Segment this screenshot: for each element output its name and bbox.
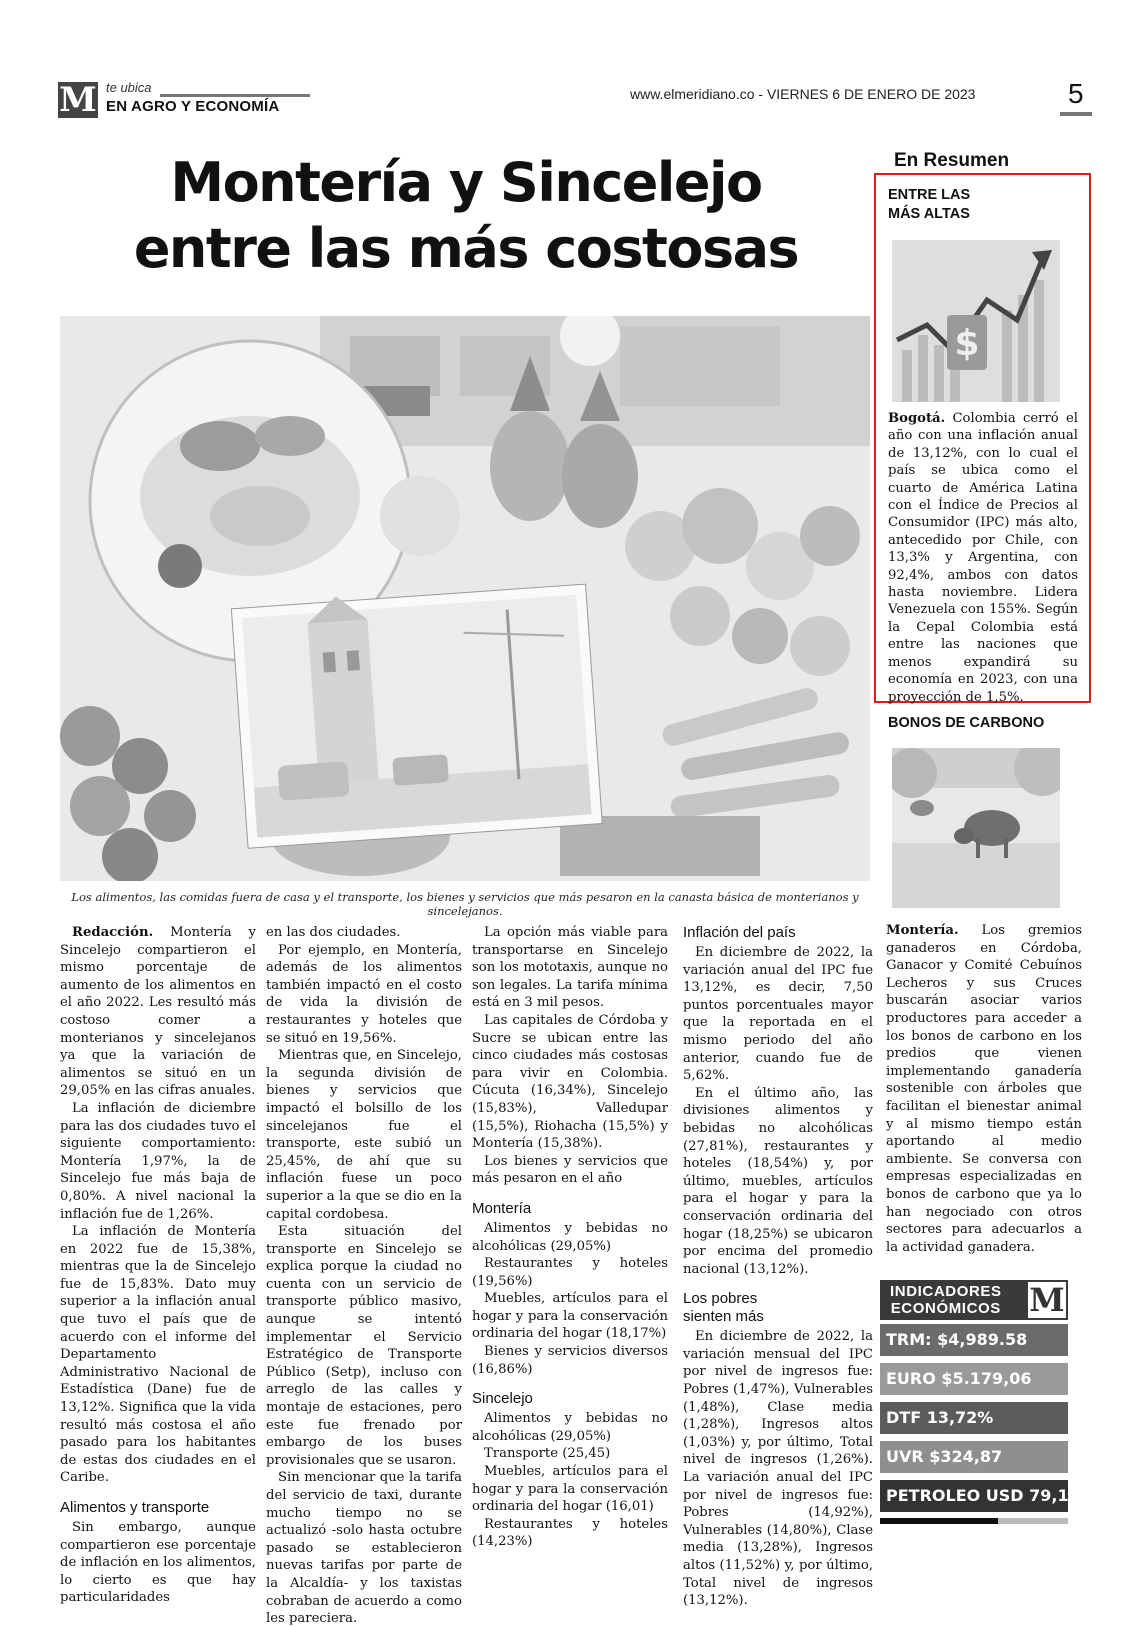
box-heading-line-1: ENTRE LAS <box>888 187 971 203</box>
dateline: www.elmeridiano.co - VIERNES 6 DE ENERO DE 2023 <box>630 86 976 102</box>
indicators-bar-fill <box>880 1518 998 1524</box>
article-column-2 <box>266 924 462 1627</box>
bonos-body: Los gremios ganaderos en Córdoba, Ganacor y Comité Cebuínos Lecheros y sus Cruces buscarán asociar varios productores para acceder a los bonos de carbono en los predios que vienen implementando ganadería sostenible con árboles que facilitan el bienestar animal y al mismo tiempo están aportando al medio ambiente. Se conversa con empresas especializadas en bonos de carbono que ya lo han negociado con otros sectores para adecuarlos a la actividad ganadera. <box>886 923 1082 1255</box>
paragraph: Sin embargo, aunque compartieron ese porcentaje de inflación en los alimentos, lo cierto es que hay particularidades <box>60 1520 256 1606</box>
indicator-petroleo: PETROLEO USD 79,13 <box>880 1480 1068 1512</box>
list-item: Restaurantes y hoteles (19,56%) <box>472 1256 668 1289</box>
list-item: Muebles, artículos para el hogar y para la conservación ordinaria del hogar (16,01) <box>472 1464 668 1515</box>
page-number-rule <box>1060 112 1092 116</box>
indicator-trm: TRM: $4,989.58 <box>880 1324 1068 1356</box>
section-kicker: te ubica <box>106 80 152 95</box>
subheading-inflacion: Inflación del país <box>683 924 796 941</box>
section-name: EN AGRO Y ECONOMÍA <box>106 98 280 115</box>
paragraph: Sin mencionar que la tarifa del servicio de taxi, durante mucho tiempo no se actualizó -solo hasta octubre pasado se establecieron nuevas tarifas por parte de la Alcaldía- y los taxistas cobraban de acuerdo a como les pareciera. <box>266 1470 462 1627</box>
indicators-title <box>890 1283 1002 1317</box>
bonos-lead: Montería. <box>886 923 959 938</box>
resumen-title: En Resumen <box>894 150 1010 171</box>
indicators-title-line-1: INDICADORES <box>890 1283 1002 1300</box>
list-item: Alimentos y bebidas no alcohólicas (29,05%) <box>472 1220 668 1254</box>
paragraph: Las capitales de Córdoba y Sucre se ubican entre las cinco ciudades más costosas para vivir en Colombia. Cúcuta (16,34%), Sincelejo (15,83%), Valledupar (15,5%), Riohacha (15,5%) y Montería (15,38%). <box>472 1012 668 1152</box>
bonos-text <box>886 922 1082 1256</box>
indicator-dtf: DTF 13,72% <box>880 1402 1068 1434</box>
list-item: Bienes y servicios diversos (16,86%) <box>472 1344 668 1377</box>
paragraph: Por ejemplo, en Montería, además de los alimentos también impactó en el costo de vida la división de restaurantes y hoteles que se situó en 19,56%. <box>266 942 462 1046</box>
article-column-3 <box>472 924 668 1551</box>
subheading-pobres: Los pobres sienten más <box>683 1290 764 1326</box>
list-item: Restaurantes y hoteles (14,23%) <box>472 1516 668 1550</box>
paragraph: Esta situación del transporte en Sincelejo se explica porque la ciudad no cuenta con un servicio de transporte público masivo, aunque se intentó implementar el Servicio Estratégico de Transporte Público (Setp), incluso con arreglo de las calles y montaje de estaciones, pero este fue frenado por embargo de los buses provisionales que se usaron. <box>266 1224 462 1468</box>
paragraph: Los bienes y servicios que más pesaron en el año <box>472 1153 668 1187</box>
indicators-bar <box>880 1518 1068 1524</box>
paragraph: En diciembre de 2022, la variación anual del IPC fue 13,12%, es decir, 7,50 puntos porcentuales mayor que la reportada en el mismo periodo del año anterior, cuando fue de 5,62%. <box>683 945 873 1084</box>
headline-line-1: Montería y Sincelejo <box>170 151 762 214</box>
indicators-title-line-2: ECONÓMICOS <box>890 1300 1001 1317</box>
box-lead: Bogotá. <box>888 411 946 426</box>
paragraph: Mientras que, en Sincelejo, la segunda división de bienes y servicios que impactó el bolsillo de los sincelejanos fue el transporte, este subió un 25,45%, de ahí que su inflación fuese un poco superior a la que se dio en la capital cordobesa. <box>266 1048 462 1222</box>
kicker-rule <box>160 94 310 97</box>
subheading-monteria: Montería <box>472 1199 532 1217</box>
paragraph: Montería y Sincelejo compartieron el mismo porcentaje de aumento de los alimentos en el año 2022. Les resultó más costoso comer a monterianos y sincelejanos ya que la variación de alimentos se situó en un 29,05% en las cifras anuales. <box>60 925 256 1099</box>
headline-line-2: entre las más costosas <box>133 217 799 280</box>
list-item: Transporte (25,45) <box>484 1446 611 1462</box>
list-item: Alimentos y bebidas no alcohólicas (29,05%) <box>472 1411 668 1444</box>
box-heading-line-2: MÁS ALTAS <box>888 206 970 222</box>
resumen-box-text <box>888 410 1078 706</box>
resumen-box-heading <box>888 186 970 224</box>
box-body: Colombia cerró el año con una inflación anual de 13,12%, con lo cual el país se ubica como el cuarto de América Latina con el Índice de Precios al Consumidor (IPC) más alto, antecedido por Chile, con 13,3% y Argentina, con 92,4%, ambos con datos hasta noviembre. Lidera Venezuela con 155%. Según la Cepal Colombia está entre las naciones que menos expandirá su economía en 2023, con una proyección de 1,5%. <box>888 411 1078 705</box>
indicators-header <box>880 1280 1068 1320</box>
inflation-chart-image <box>892 240 1060 402</box>
paragraph: La inflación de diciembre para las dos ciudades tuvo el siguiente comportamiento: Montería 1,97%, la de Sincelejo fue más baja de 0,80%. A nivel nacional la inflación fue de 1,26%. <box>60 1100 256 1222</box>
page-number: 5 <box>1068 78 1084 109</box>
cattle-photo <box>892 748 1060 908</box>
photo-caption: Los alimentos, las comidas fuera de casa y el transporte, los bienes y servicios que más pesaron en la canasta básica de monterianos y sincelejanos. <box>71 890 859 918</box>
newspaper-logo: M <box>59 80 97 120</box>
paragraph: La inflación de Montería en 2022 fue de 15,38%, mientras que la de Sincelejo fue de 15,83%. Dato muy superior a la inflación anual que tuvo el país que de acuerdo con el informe del Departamento Administrativo Nacional de Estadística (Dane) fue de 13,12%. Significa que la vida resultó más costosa el año pasado para los habitantes de estas dos ciudades en el Caribe. <box>60 1224 256 1486</box>
byline: Redacción. <box>72 925 154 940</box>
indicator-uvr: UVR $324,87 <box>880 1441 1068 1473</box>
paragraph: en las dos ciudades. <box>266 925 401 940</box>
svg-text:$: $ <box>954 323 980 364</box>
subheading-sincelejo: Sincelejo <box>472 1390 533 1408</box>
article-column-4 <box>683 924 873 1610</box>
paragraph: La opción más viable para transportarse en Sincelejo son los mototaxis, aunque no son legales. La tarifa mínima está en 3 mil pesos. <box>472 925 668 1011</box>
indicator-euro: EURO $5.179,06 <box>880 1363 1068 1395</box>
article-column-1 <box>60 924 256 1607</box>
list-item: Muebles, artículos para el hogar y para la conservación ordinaria del hogar (18,17%) <box>472 1291 668 1342</box>
bonos-heading: BONOS DE CARBONO <box>888 715 1045 731</box>
indicators-logo: M <box>1029 1281 1065 1319</box>
article-headline <box>60 150 872 282</box>
paragraph: En el último año, las divisiones alimentos y bebidas no alcohólicas (27,81%), restaurantes y hoteles (18,54%) y, por último, muebles, artículos para el hogar y para la conservación ordinaria del hogar (18,25%) se ubicaron por encima del promedio nacional (13,12%). <box>683 1085 873 1277</box>
paragraph: En diciembre de 2022, la variación mensual del IPC por nivel de ingresos fue: Pobres (1,47%), Vulnerables (1,48%), Clase media (1,28%), Ingresos altos (1,03%) y, por último, Total nivel de ingresos (1,26%). La variación anual del IPC por nivel de ingresos fue: Pobres (14,92%), Vulnerables (14,80%), Clase media (13,28%), Ingresos altos (11,52%) y, por último, Total nivel de ingresos (13,12%). <box>683 1329 873 1609</box>
subheading: Alimentos y transporte <box>60 1499 210 1516</box>
market-photo <box>60 316 870 881</box>
